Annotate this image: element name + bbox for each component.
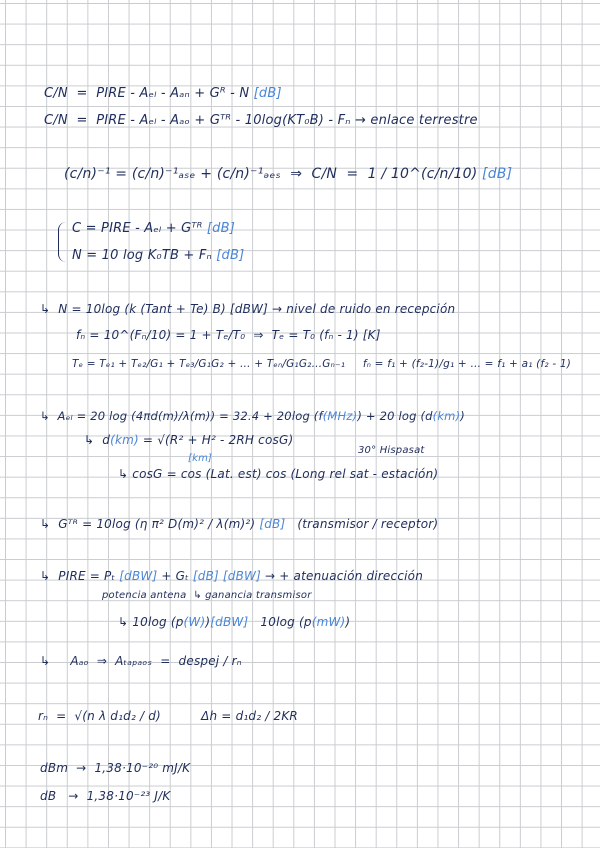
formula-text: fₙ = 10^(Fₙ/10) = 1 + Tₑ/T₀ ⇒ Tₑ = T₀ (fₙ - 1) [K] — [76, 328, 381, 342]
formula-text: C = PIRE - Aₑₗ + Gᵀᴿ — [72, 221, 203, 236]
constant-text: dB → 1,38·10⁻²³ J/K — [40, 789, 171, 803]
formula-text: ↳ N = 10log (k (Tant + Te) B) [dBW] → nivel de ruido en recepción — [40, 302, 456, 316]
formula-text: ) — [345, 615, 351, 629]
unit-label: (km) — [110, 433, 139, 447]
formula-text: + Gₜ — [157, 569, 193, 583]
formula-carrier — [72, 221, 235, 237]
note-text: 30° Hispasat — [358, 445, 425, 456]
formula-pire — [40, 568, 423, 584]
formula-text: = √(R² + H² - 2RH cosG) — [138, 433, 294, 447]
formula-text: ↳ d — [84, 433, 111, 447]
unit-label: [dBW] — [119, 569, 158, 583]
formula-friis — [72, 356, 571, 372]
formula-text: ↳ PIRE = Pₜ — [40, 569, 116, 583]
formula-text: ↳ 10log (p — [118, 615, 184, 629]
brace-symbol — [58, 222, 69, 262]
unit-label: [dBW] — [210, 615, 249, 629]
formula-distance — [84, 432, 293, 448]
formula-noise-figure — [76, 327, 381, 343]
unit-label: [dB] — [206, 221, 235, 236]
formula-text: ↳ Gᵀᴿ = 10log (η π² D(m)² / λ(m)²) — [40, 517, 256, 531]
formula-cosg — [118, 466, 438, 482]
formula-cn-satellite — [44, 86, 282, 102]
unit-label: (W) — [183, 615, 206, 629]
formula-cn-combined — [64, 166, 512, 182]
formula-text: Tₑ = Tₑ₁ + Tₑ₂/G₁ + Tₑ₃/G₁G₂ + … + Tₑₙ/G₁G₂…Gₙ₋₁ fₙ = f₁ + (f₂-1)/g₁ + … = f₁ + a₁ (f₂ - 1) — [72, 358, 572, 370]
formula-text: rₙ = √(n λ d₁d₂ / d) Δh = d₁d₂ / 2KR — [38, 709, 298, 723]
unit-label: [dB] — [192, 569, 219, 583]
constant-db — [40, 788, 170, 804]
note-hispasat — [358, 443, 425, 459]
formula-noise-level — [40, 301, 455, 317]
formula-text: (c/n)⁻¹ = (c/n)⁻¹ₐₛₑ + (c/n)⁻¹ₔₑₛ ⇒ C/N = 1 / 10^(c/n/10) — [64, 166, 478, 182]
unit-label: (km) — [432, 409, 461, 423]
formula-text: 10log (p — [248, 615, 312, 629]
formula-text: C/N = PIRE - Aₑₗ - Aₐₒ + Gᵀᴿ - 10log(KT₀B) - Fₙ → enlace terrestre — [44, 113, 478, 128]
annotation-text: potencia antena ↳ ganancia transmisor — [102, 590, 312, 601]
formula-antenna-gain — [40, 516, 438, 532]
formula-text: ↳ Aₐₒ ⇒ Aₜₐₚₐₒₛ = despej / rₙ — [40, 654, 242, 668]
formula-text: C/N = PIRE - Aₑₗ - Aₐₙ + Gᴿ - N — [44, 86, 250, 101]
unit-label: [dB] — [259, 517, 286, 531]
unit-label: (mW) — [311, 615, 346, 629]
unit-label: [dB] — [216, 248, 245, 263]
formula-text: → + atenuación dirección — [261, 569, 423, 583]
unit-label: [dB] — [253, 86, 282, 101]
formula-text: ↳ Aₑₗ = 20 log (4πd(m)/λ(m)) = 32.4 + 20log (f — [40, 409, 323, 423]
formula-power-conversion — [118, 614, 350, 630]
formula-cn-terrestrial — [44, 113, 478, 129]
formula-text: ) — [460, 409, 465, 423]
formula-text: N = 10 log K₀TB + Fₙ — [72, 248, 212, 263]
constant-dbm — [40, 760, 190, 776]
unit-label: (MHz) — [322, 409, 358, 423]
formula-text: (transmisor / receptor) — [297, 517, 439, 531]
unit-label: [dBW] — [222, 569, 261, 583]
formula-fresnel — [38, 708, 298, 724]
formula-text: ) + 20 log (d — [357, 409, 433, 423]
unit-label: [dB] — [482, 166, 513, 182]
formula-noise — [72, 248, 244, 264]
formula-text: ↳ cosG = cos (Lat. est) cos (Long rel sat - estación) — [118, 467, 439, 481]
constant-text: dBm → 1,38·10⁻²⁰ mJ/K — [40, 761, 191, 775]
formula-free-space-loss — [40, 408, 465, 424]
unit-label-km: [km] — [188, 453, 213, 464]
formula-text: ) — [205, 615, 211, 629]
pire-annotation — [102, 588, 312, 604]
formula-obstacle — [40, 653, 242, 669]
